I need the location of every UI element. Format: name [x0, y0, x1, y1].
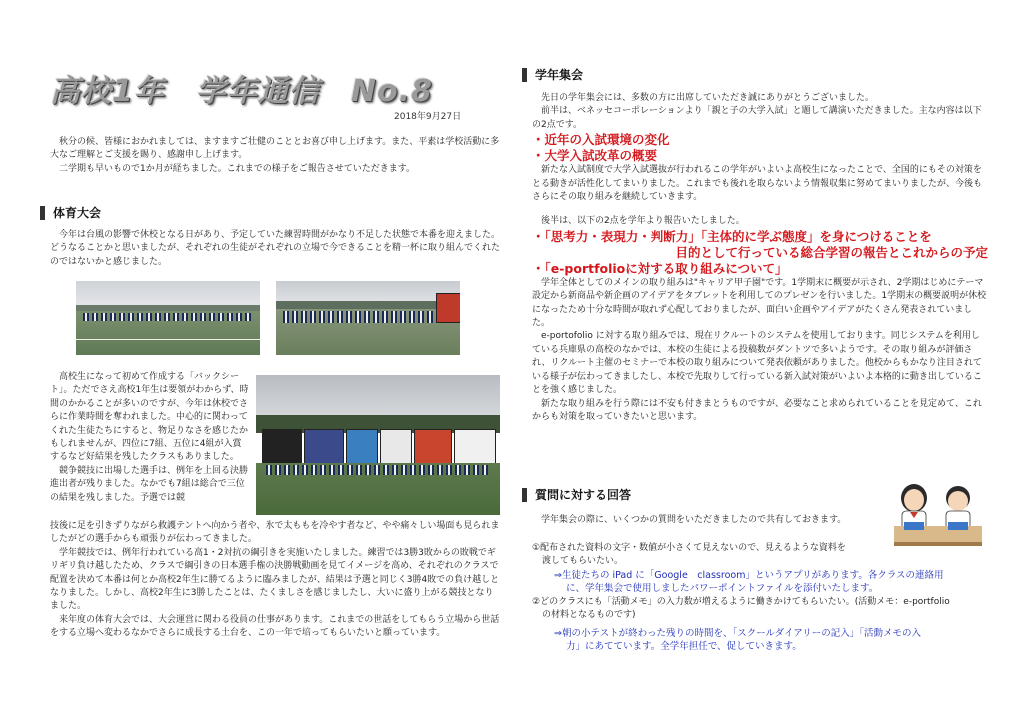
page-title: 高校1年 学年通信 No.8 — [50, 74, 433, 109]
question: ②どのクラスにも「活動メモ」の入力数が増えるように働きかけてもらいたい。(活動メモ：e-portfolio — [532, 596, 950, 607]
assembly-section — [532, 92, 988, 424]
assembly-paragraph: 学年全体としてのメインの取り組みは"キャリア甲子園"です。1学期末に概要が示され、2学期はじめにテーマ設定から新商品や新企画のアイデアをタブレットを利用してのプレゼンを行いました。1学期末の概要説明が休校になったため十分な時間が取れず心配しておりましたが、面白い企画やアイデアがたくさん発表されていました。 — [532, 277, 987, 329]
qa-intro: 学年集会の際に、いくつかの質問をいただきましたので共有しておきます。 — [541, 515, 847, 525]
sports-para2-block — [50, 371, 250, 505]
answer: ⇒生徒たちの iPad に「Google classroom」というアプリがあります。各クラスの連絡用 — [554, 569, 944, 581]
assembly-paragraph: 後半は、以下の2点を学年より報告いたしました。 — [541, 216, 745, 227]
sports-heading: 体育大会 — [40, 206, 101, 220]
issue-date: 2018年9月27日 — [394, 112, 462, 122]
assembly-point: ・大学入試改革の概要 — [532, 148, 658, 164]
answer: に、学年集会で使用しましたパワーポイントファイルを添付いたします。 — [566, 583, 879, 595]
intro-section — [50, 136, 502, 176]
sports-paragraph: 来年度の体育大会では、大会運営に関わる役員の仕事があります。これまでの世話をしてもらう立場から世話をする立場へ変わるなかでさらに成長する土台を、この一年で培ってもらいたいと願っています。 — [50, 614, 500, 639]
qa-section — [532, 514, 892, 527]
photo-sports-day-backsheets — [256, 375, 500, 515]
answer: ⇒朝の小テストが終わった残りの時間を、「スクールダイアリーの記入」「活動メモの入 — [554, 627, 922, 639]
assembly-point: ・「e-portfolioに対する取り組みについて」 — [532, 260, 788, 276]
sports-paragraph: 技後に足を引きずりながら救護テントへ向かう者や、氷で太ももを冷やす者など、やや痛々しい場面も見られましたがどの選手からも頑張りが伝わってきました。 — [50, 521, 500, 545]
assembly-paragraph: e-portofolio に対する取り組みでは、現在リクルートのシステムを使用しております。同じシステムを利用している兵庫県の高校のなかでは、本校の生徒による投稿数がダントツで多いようです。その取り組みが評価され、リクルート主催のセミナーで本校の取り組みについて発表依頼がありました。他校からもかなり注目されている様子が伝わってきましたし、本校で先取りして行っている新入試対策がいよいよ本格的に動き出していることを強く感じました。 — [532, 331, 982, 396]
qa-list — [532, 542, 992, 654]
intro-paragraph: 二学期も早いもので1か月が経ちました。これまでの様子をご報告させていただきます。 — [59, 163, 416, 174]
assembly-heading: 学年集会 — [522, 68, 583, 82]
photo-sports-day-1 — [76, 281, 260, 355]
sports-rest-block — [50, 520, 502, 641]
sports-para1-block — [50, 229, 502, 269]
sports-paragraph: 今年は台風の影響で休校となる日があり、予定していた練習時間がかなり不足した状態で本番を迎えました。どうなることかと思いましたが、それぞれの生徒がそれぞれの立場で今できることを精一杯に取り組んでくれたのではないかと感じました。 — [50, 230, 501, 267]
answer: 力」にあてています。全学年担任で、促していきます。 — [566, 641, 802, 653]
assembly-point: ・「思考力・表現力・判断力」「主体的に学ぶ態度」を身につけることを — [532, 228, 932, 244]
question: 渡してもらいたい。 — [542, 556, 624, 567]
assembly-point: 目的として行っている総合学習の報告とこれからの予定 — [675, 244, 988, 260]
photo-sports-day-2 — [276, 281, 460, 355]
question: ①配布された資料の文字・数値が小さくて見えないので、見えるような資料を — [532, 543, 846, 553]
assembly-paragraph: 新たな入試制度で大学入試選抜が行われるこの学年がいよいよ高校生になったことで、全国的にもその対策をとる動きが活性化してまいりました。これまでも後れを取らないよう情報収集に努めてまいりましたが、今後もさらにその取り組みを継続していきます。 — [532, 165, 983, 203]
sports-paragraph: 学年競技では、例年行われている高1・2対抗の綱引きを実施いたしました。練習では3勝3敗からの敗戦でギリギリ負け越したため、クラスで綱引きの日本選手権の決勝戦動画を見てイメージを高め、それぞれのクラスで配置を決めて本番は何とか高校2年生に勝てるように臨みましたが、結果は予選と同じく3勝4敗での負け越しとなりました。しかし、高校2年生に3勝したことは、たくましさを感じましたし、大いに盛り上がる競技となりました。 — [50, 547, 500, 612]
students-illustration — [890, 478, 986, 548]
assembly-paragraph: 前半は、ベネッセコーポレーションより「親と子の大学入試」と題して講演いただきました。主な内容は以下の2点です。 — [532, 106, 982, 130]
assembly-point: ・近年の入試環境の変化 — [532, 132, 670, 148]
sports-paragraph: 競争競技に出場した選手は、例年を上回る決勝進出者が残りました。なかでも7組は総合で三位の結果を残しました。予選では競 — [50, 465, 249, 503]
assembly-paragraph: 先日の学年集会には、多数の方に出席していただき誠にありがとうございました。 — [541, 93, 875, 103]
assembly-paragraph: 新たな取り組みを行う際には不安も付きまとうものですが、必要なこと求められていることを見定めて、これからも対策を取っていきたいと思います。 — [532, 398, 982, 422]
intro-paragraph: 秋分の候、皆様におかれましては、ますますご壮健のこととお喜び申し上げます。また、平素は学校活動に多大なご理解とご支援を賜り、感謝申し上げます。 — [50, 137, 500, 161]
qa-heading: 質問に対する回答 — [522, 488, 631, 502]
question: の材料となるものです) — [542, 610, 636, 621]
sports-paragraph: 高校生になって初めて作成する「バックシート」。ただでさえ高校1年生は要領がわからず、時間のかかることが多いのですが、今年は休校でさらに作業時間を奪われました。中心的に関わってくれた生徒たちにすると、物足りなさを感じたかもしれませんが、四位に7組、五位に4組が入賞するなど好結果を残したクラスもありました。 — [50, 372, 249, 463]
